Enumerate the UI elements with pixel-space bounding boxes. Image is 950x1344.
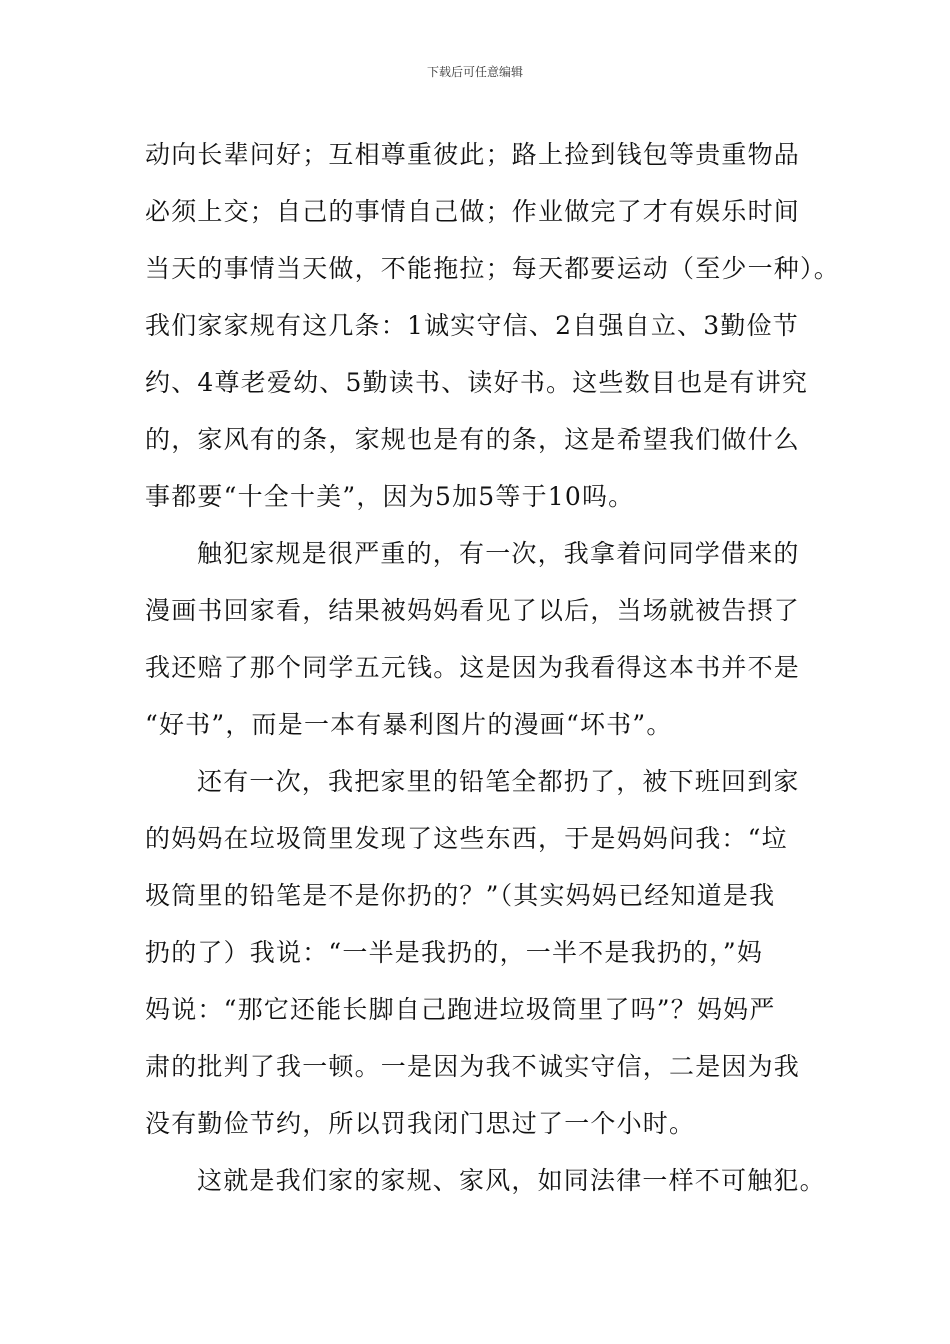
text-line-14: 圾筒里的铅笔是不是你扔的？”（其实妈妈已经知道是我: [145, 881, 776, 910]
text-line-15: 扔的了）我说：“一半是我扔的，一半不是我扔的，”妈: [145, 938, 764, 967]
text-line-13: 的妈妈在垃圾筒里发现了这些东西，于是妈妈问我：“垃: [145, 824, 788, 853]
text-line-3: 当天的事情当天做，不能拖拉；每天都要运动（至少一种）。: [145, 254, 840, 283]
text-line-9: 漫画书回家看，结果被妈妈看见了以后，当场就被告摂了: [145, 596, 801, 625]
text-line-16: 妈说：“那它还能长脚自己跑进垃圾筒里了吗”？妈妈严: [145, 995, 776, 1024]
text-line-12: 还有一次，我把家里的铅笔全都扔了，被下班回到家: [197, 767, 800, 796]
text-line-2: 必须上交；自己的事情自己做；作业做完了才有娱乐时间: [145, 197, 801, 226]
text-line-8: 触犯家规是很严重的，有一次，我拿着问同学借来的: [197, 539, 800, 568]
text-line-18: 没有勤俭节约，所以罚我闭门思过了一个小时。: [145, 1109, 696, 1138]
text-line-17: 肃的批判了我一顿。一是因为我不诚实守信，二是因为我: [145, 1052, 801, 1081]
text-line-19: 这就是我们家的家规、家风，如同法律一样不可触犯。: [197, 1166, 826, 1195]
text-line-6: 的，家风有的条，家规也是有的条，这是希望我们做什么: [145, 425, 801, 454]
text-line-5: 约、4尊老爱幼、5勤读书、读好书。这些数目也是有讲究: [145, 368, 809, 397]
text-line-10: 我还赔了那个同学五元钱。这是因为我看得这本书并不是: [145, 653, 801, 682]
document-body: [145, 126, 840, 1209]
header-note: 下载后可任意编辑: [426, 65, 523, 79]
text-line-11: “好书”，而是一本有暴利图片的漫画“坏书”。: [145, 710, 673, 739]
text-line-7: 事都要“十全十美”，因为5加5等于10吗。: [145, 482, 635, 511]
text-line-4: 我们家家规有这几条：1诚实守信、2自强自立、3勤俭节: [145, 311, 799, 340]
text-line-1: 动向长辈问好；互相尊重彼此；路上捡到钱包等贵重物品: [145, 140, 801, 169]
